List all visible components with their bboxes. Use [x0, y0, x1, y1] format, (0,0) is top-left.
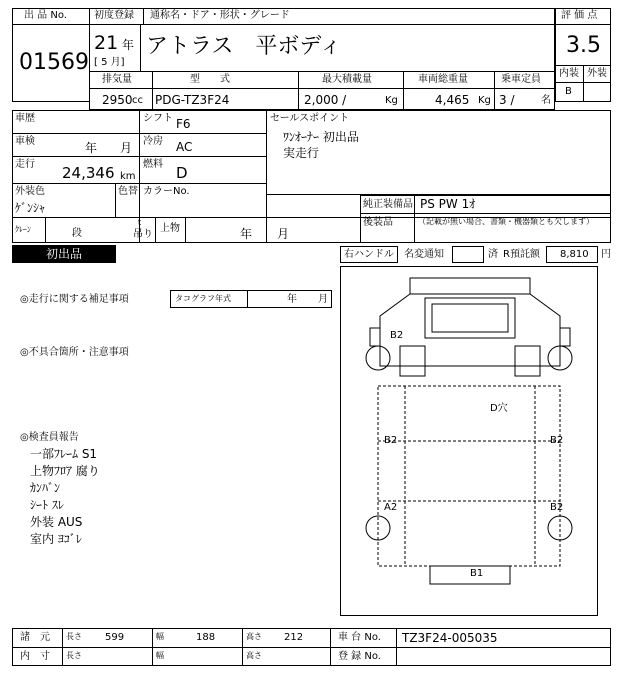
vehicle-diagram [340, 266, 598, 616]
lot-number: 01569 [19, 50, 89, 75]
grade-label: 評 価 点 [561, 10, 598, 21]
aftermarket-note: （記載が無い場合、書類・機器類とも欠します） [418, 217, 594, 226]
damage-mark-a2-left: A2 [384, 502, 398, 513]
aircon-label: 冷房 [143, 136, 163, 147]
report-line: ｼｰﾄ ｽﾚ [30, 498, 64, 512]
damage-mark-b2-right: B2 [550, 435, 564, 446]
upper-body-label: 上物 [160, 223, 180, 234]
color-label: 外装色 [15, 186, 45, 197]
sales-point-line-1: ﾜﾝｵｰﾅｰ 初出品 [283, 130, 359, 144]
registration-number-label: 登 録 No. [338, 651, 381, 662]
displacement-value: 2950 [102, 93, 133, 107]
crane-label: ｸﾚｰﾝ [15, 225, 31, 234]
equipment-label: 純正装備品 [363, 199, 413, 210]
lot-number-label: 出 品 No. [24, 10, 67, 21]
sales-point-line-2: 実走行 [283, 146, 320, 160]
inner-height-label: 高さ [246, 651, 262, 660]
capacity-label: 乗車定員 [501, 74, 541, 85]
model-code-label: 型 式 [190, 74, 230, 85]
inner-dimensions-label: 内 寸 [20, 651, 50, 662]
gross-weight-unit: Kg [478, 95, 491, 106]
height-label: 高さ [246, 632, 262, 641]
color-code-label: カラーNo. [143, 186, 190, 197]
history-label: 車歴 [15, 113, 35, 124]
report-line: 一部ﾌﾚｰﾑ S1 [30, 447, 98, 461]
length-label: 長さ [66, 632, 82, 641]
recycle-fee-label: R預託额 [503, 249, 540, 260]
model-name-label: 通称名・ドア・形状・グレード [150, 10, 290, 21]
crane-stage-unit: 段 [72, 228, 82, 239]
max-load-value: 2,000 / [304, 93, 347, 107]
recycle-fee-unit: 円 [601, 249, 611, 260]
name-change-checkbox [452, 246, 484, 263]
upper-body-year-unit: 年 [240, 227, 253, 241]
damage-mark-b1-bottom: B1 [470, 568, 484, 579]
first-registration-month: [ 5 月] [94, 57, 125, 68]
report-line: 外装 AUS [30, 515, 83, 529]
fuel-label: 燃料 [143, 159, 163, 170]
capacity-unit: 名 [541, 95, 551, 106]
width-label: 幅 [156, 632, 164, 641]
displacement-unit: cc [132, 95, 143, 106]
max-load-label: 最大積載量 [322, 74, 372, 85]
shift-label: シフト [143, 113, 173, 124]
aircon-value: AC [176, 140, 193, 154]
refund-label: 済 [488, 249, 498, 260]
supplement-title: ◎走行に関する補足事項 [20, 294, 129, 305]
damage-mark-b2-right-low: B2 [550, 502, 564, 513]
capacity-value: 3 / [499, 93, 515, 107]
first-listing-badge: 初出品 [12, 245, 116, 263]
grade-score: 3.5 [566, 33, 601, 58]
first-registration-year: 21 [94, 32, 119, 54]
inner-length-label: 長さ [66, 651, 82, 660]
inner-width-label: 幅 [156, 651, 164, 660]
report-line: ｶﾝﾊﾞﾝ [30, 481, 61, 495]
displacement-label: 排気量 [102, 74, 132, 85]
height-value: 212 [284, 632, 304, 643]
interior-grade-label: 内装 [559, 68, 579, 79]
inspector-report-list [30, 448, 100, 545]
defects-title: ◎不具合箇所・注意事項 [20, 347, 129, 358]
equipment-value: PS PW 1ｵ [420, 197, 476, 211]
inspector-report-title: ◎検査員報告 [20, 432, 79, 443]
recycle-fee-value: 8,810 [560, 249, 589, 260]
crane-suspend-unit: 吊り [133, 229, 153, 240]
first-registration-year-unit: 年 [122, 38, 135, 52]
length-value: 599 [105, 632, 125, 643]
damage-mark-d-hole: D穴 [490, 403, 508, 414]
width-value: 188 [196, 632, 216, 643]
tachograph-year-unit: 年 [287, 294, 297, 305]
upper-body-month-unit: 月 [277, 227, 290, 241]
name-change-label: 名変通知 [404, 249, 444, 260]
gross-weight-value: 4,465 [435, 93, 470, 107]
mileage-value: 24,346 [62, 164, 115, 182]
mileage-label: 走行 [15, 159, 35, 170]
inspection-year-unit: 年 [85, 141, 98, 155]
inspection-label: 車検 [15, 136, 35, 147]
crane-ton-unit: t [138, 218, 142, 227]
dimensions-label: 諸 元 [20, 632, 50, 643]
chassis-number: TZ3F24-005035 [402, 631, 498, 645]
model-name: アトラス 平ボディ [146, 34, 342, 59]
report-line: 上物ﾌﾛｱ 腐り [30, 464, 100, 478]
damage-mark-b2-left: B2 [384, 435, 398, 446]
first-registration-label: 初度登録 [94, 10, 134, 21]
model-code: PDG-TZ3F24 [155, 93, 230, 107]
color-value: ｹﾞﾝｼｬ [15, 201, 46, 215]
max-load-unit: Kg [385, 95, 398, 106]
shift-value: F6 [176, 117, 191, 131]
sales-point-label: セールスポイント [270, 113, 350, 124]
report-line: 室内 ﾖｺﾞﾚ [30, 532, 82, 546]
inspection-month-unit: 月 [120, 141, 133, 155]
chassis-number-label: 車 台 No. [338, 632, 381, 643]
color-change-label: 色替 [118, 186, 138, 197]
fuel-value: D [176, 164, 188, 182]
exterior-grade-label: 外装 [587, 68, 607, 79]
damage-mark-b2-top: B2 [390, 330, 404, 341]
right-hand-drive-label: 右ハンドル [344, 249, 394, 260]
aftermarket-label: 後装品 [363, 217, 393, 228]
tachograph-month-unit: 月 [318, 294, 328, 305]
tachograph-label: タコグラフ年式 [175, 294, 231, 303]
mileage-unit: km [120, 171, 136, 182]
interior-grade: B [565, 86, 572, 97]
gross-weight-label: 車両総重量 [418, 74, 468, 85]
